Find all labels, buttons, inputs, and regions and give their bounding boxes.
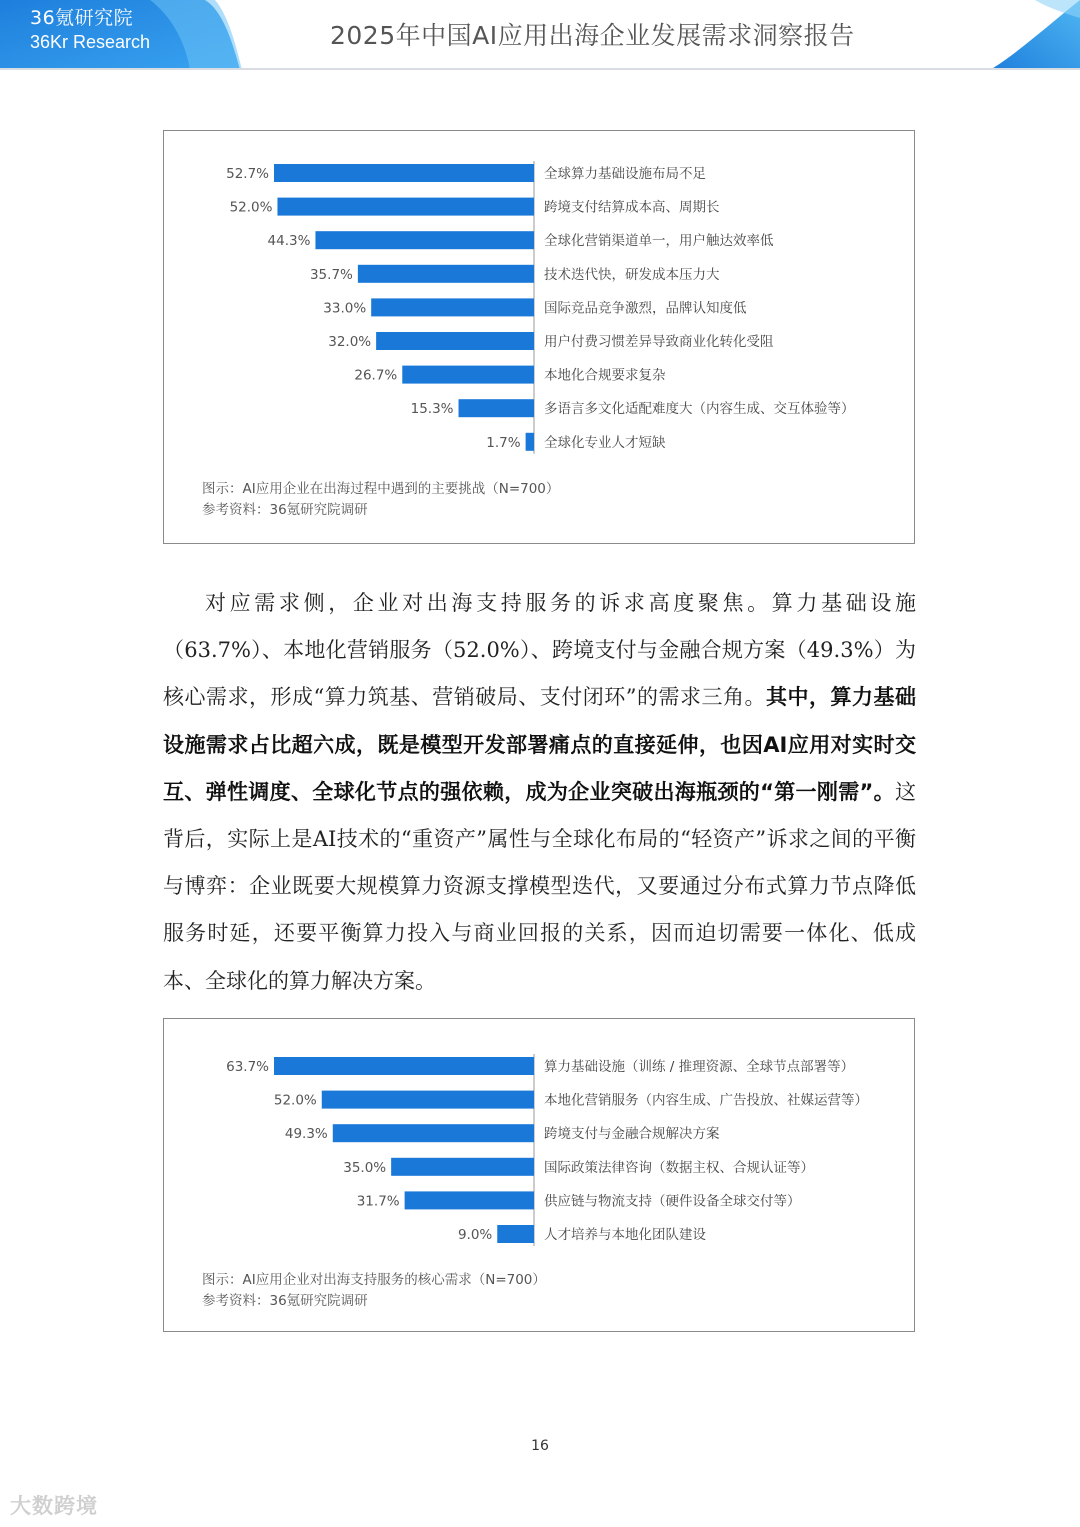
category-label: 跨境支付与金融合规解决方案 <box>544 1126 720 1143</box>
category-label: 算力基础设施（训练 / 推理资源、全球节点部署等） <box>544 1059 855 1075</box>
paragraph-emphasis: 其中，算力基础设施需求占比超六成，既是模型开发部署痛点的直接延伸，也因AI应用对实时交互、弹性调度、全球化节点的强依赖，成为企业突破出海瓶颈的“第一刚需”。 <box>163 685 916 804</box>
category-label: 跨境支付结算成本高、周期长 <box>544 199 720 216</box>
chart-bar <box>277 198 534 216</box>
bar-value-label: 15.3% <box>410 401 454 418</box>
chart-bar <box>274 1057 534 1075</box>
bar-value-label: 52.7% <box>226 166 269 182</box>
category-label: 供应链与物流支持（硬件设备全球交付等） <box>544 1193 801 1210</box>
paragraph-text: 对应需求侧，企业对出海支持服务的诉求高度聚焦。算力基础设施（63.7%）、本地化营销服务（52.0%）、跨境支付与金融合规方案（49.3%）为核心需求，形成“算力筑基、营销破局、支付闭环”的需求三角。 <box>163 591 916 710</box>
chart-bar <box>315 231 534 249</box>
chart-bar <box>274 164 534 182</box>
page-number: 16 <box>531 1438 549 1454</box>
chart-bar <box>526 433 534 451</box>
bar-value-label: 35.0% <box>343 1159 387 1176</box>
chart-bar <box>402 366 534 384</box>
chart-bar <box>376 332 534 350</box>
caption-title: 图示：AI应用企业对出海支持服务的核心需求（N=700） <box>202 1272 546 1288</box>
category-label: 国际政策法律咨询（数据主权、合规认证等） <box>544 1159 814 1176</box>
chart-bar <box>497 1225 534 1243</box>
category-label: 全球化营销渠道单一，用户触达效率低 <box>544 233 774 250</box>
category-label: 多语言多文化适配难度大（内容生成、交互体验等） <box>544 401 855 418</box>
bar-value-label: 33.0% <box>323 300 367 317</box>
body-paragraph <box>163 580 916 1005</box>
brand-name-cn: 36氪研究院 <box>30 7 134 29</box>
bar-value-label: 31.7% <box>356 1193 400 1210</box>
category-label: 人才培养与本地化团队建设 <box>544 1227 706 1243</box>
chart-service-needs-panel <box>163 1018 915 1332</box>
corner-decoration <box>990 0 1080 70</box>
brand-name-en: 36Kr Research <box>30 32 151 52</box>
category-label: 国际竞品竞争激烈，品牌认知度低 <box>544 300 747 317</box>
bar-value-label: 9.0% <box>457 1227 493 1243</box>
report-title: 2025年中国AI应用出海企业发展需求洞察报告 <box>330 21 855 50</box>
category-label: 本地化合规要求复杂 <box>544 367 666 384</box>
chart-bar <box>405 1191 534 1209</box>
category-label: 全球算力基础设施布局不足 <box>544 166 706 182</box>
bar-value-label: 49.3% <box>284 1126 328 1143</box>
chart-caption <box>202 1270 546 1312</box>
chart-bar <box>358 265 534 283</box>
chart-caption <box>202 479 559 521</box>
caption-title: 图示：AI应用企业在出海过程中遇到的主要挑战（N=700） <box>202 481 560 497</box>
chart-challenges <box>164 131 914 471</box>
category-label: 全球化专业人才短缺 <box>544 434 666 451</box>
chart-bar <box>371 298 534 316</box>
category-label: 用户付费习惯差异导致商业化转化受阻 <box>544 334 774 350</box>
bar-value-label: 35.7% <box>309 266 353 283</box>
bar-value-label: 63.7% <box>226 1059 269 1075</box>
category-label: 技术迭代快，研发成本压力大 <box>544 266 720 283</box>
caption-source: 参考资料：36氪研究院调研 <box>202 502 368 518</box>
category-label: 本地化营销服务（内容生成、广告投放、社媒运营等） <box>544 1092 868 1109</box>
bar-value-label: 44.3% <box>267 233 311 250</box>
chart-bar <box>391 1158 534 1176</box>
page-header <box>0 0 1080 70</box>
header-divider <box>0 68 1080 70</box>
bar-value-label: 52.0% <box>273 1092 317 1109</box>
bar-value-label: 32.0% <box>328 334 372 350</box>
chart-service-needs <box>164 1019 914 1264</box>
paragraph-text-continued: 这背后，实际上是AI技术的“重资产”属性与全球化布局的“轻资产”诉求之间的平衡与博弈：企业既要大规模算力资源支撑模型迭代，又要通过分布式算力节点降低服务时延，还要平衡算力投入与商业回报的关系，因而迫切需要一体化、低成本、全球化的算力解决方案。 <box>163 779 916 993</box>
watermark: 大数跨境 <box>10 1494 98 1518</box>
chart-bar <box>322 1091 534 1109</box>
caption-source: 参考资料：36氪研究院调研 <box>202 1293 368 1309</box>
bar-value-label: 26.7% <box>354 367 398 384</box>
brand-logo <box>30 6 150 54</box>
bar-value-label: 52.0% <box>229 199 273 216</box>
chart-challenges-panel <box>163 130 915 544</box>
chart-bar <box>333 1124 534 1142</box>
bar-value-label: 1.7% <box>486 434 521 451</box>
chart-bar <box>459 399 534 417</box>
